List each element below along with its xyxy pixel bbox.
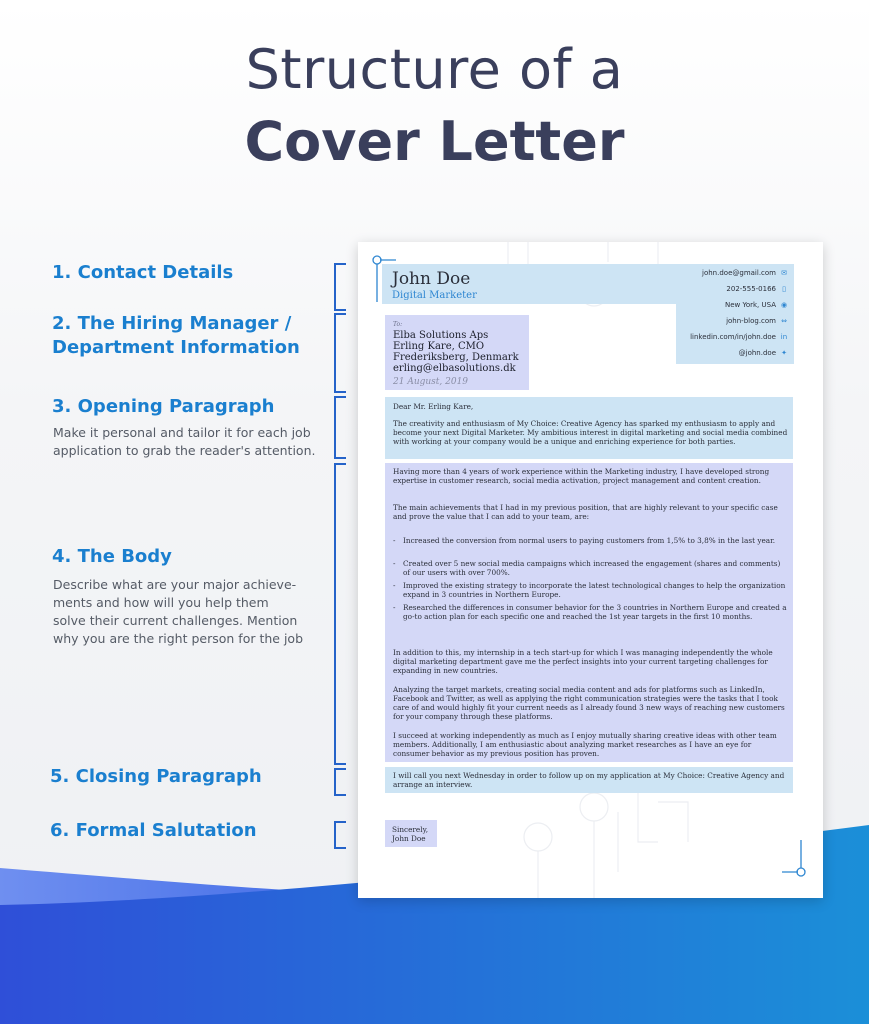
body-block xyxy=(385,463,793,762)
body-bullet: - Increased the conversion from normal users to paying customers from 1,5% to 3,8% in the last year. xyxy=(403,536,787,545)
cover-letter-page xyxy=(358,242,823,898)
body-paragraph-3: In addition to this, my internship in a tech start-up for which I was managing independently the whole digital marketing department gave me the perfect insights into your current targeting challenges for expanding in new countries. xyxy=(393,648,773,675)
envelope-icon: ✉ xyxy=(781,269,787,277)
section-desc-body: Describe what are your major achieve-ments and how will you help them solve their current challenges. Mention why you are the right person for the job xyxy=(53,577,303,646)
hiring-manager-block xyxy=(385,315,529,390)
page-title-line2: Cover Letter xyxy=(244,110,625,173)
body-paragraph-4: Analyzing the target markets, creating social media content and ads for platforms such as LinkedIn, Facebook and Twitter, as well as applying the right communication strategies were the tasks that I took care of and would highly fit your current needs as I already found 3 new ways of reaching new customers for your company through these platforms. xyxy=(393,685,785,721)
bracket-closing xyxy=(334,768,346,796)
bracket-manager xyxy=(334,313,346,393)
section-label-contact: 1. Contact Details xyxy=(52,262,234,283)
contact-info-list xyxy=(676,264,794,364)
manager-location: Frederiksberg, Denmark xyxy=(393,352,519,363)
section-label-manager-line2: Department Information xyxy=(52,337,300,358)
link-icon: ⇔ xyxy=(781,317,787,325)
manager-name: Erling Kare, CMO xyxy=(393,341,485,352)
body-bullet: - Researched the differences in consumer behavior for the 3 countries in Northern Europe and created a go-to action plan for each specific one and reached the 1st year targets in the first 10 months. xyxy=(403,603,787,621)
bracket-contact xyxy=(334,263,346,311)
applicant-role: Digital Marketer xyxy=(392,290,477,301)
salutation-name: John Doe xyxy=(392,834,426,843)
section-label-salutation: 6. Formal Salutation xyxy=(50,820,257,841)
body-bullet: - Improved the existing strategy to incorporate the latest technological changes to help the organization expand in 3 countries in Northern Europe. xyxy=(403,581,787,599)
bracket-salutation xyxy=(334,821,346,849)
page-title-line1: Structure of a xyxy=(245,38,624,101)
bracket-body xyxy=(334,463,346,765)
manager-company: Elba Solutions Aps xyxy=(393,330,489,341)
section-label-closing: 5. Closing Paragraph xyxy=(50,766,262,787)
body-paragraph-1: Having more than 4 years of work experience within the Marketing industry, I have developed strong expertise in customer research, social media activation, project management and content creation. xyxy=(393,467,770,485)
section-label-manager: 2. The Hiring Manager / xyxy=(52,313,292,334)
manager-email: erling@elbasolutions.dk xyxy=(393,363,516,374)
contact-location: New York, USA ◉ xyxy=(725,301,788,309)
salutation-block xyxy=(385,820,437,847)
section-desc-opening: Make it personal and tailor it for each job application to grab the reader's attention. xyxy=(53,425,316,458)
linkedin-icon: in xyxy=(780,333,788,341)
closing-text: I will call you next Wednesday in order to follow up on my application at My Choice: Creative Agency and arrange an interview. xyxy=(393,771,785,789)
letter-date: 21 August, 2019 xyxy=(393,377,469,387)
body-paragraph-5: I succeed at working independently as much as I enjoy mutually sharing creative ideas with other team members. Additionally, I am enthusiastic about analyzing market researches as I have an eye for consumer behavior as my previous position has proven. xyxy=(393,731,777,758)
section-label-body: 4. The Body xyxy=(52,546,172,567)
opening-text: The creativity and enthusiasm of My Choice: Creative Agency has sparked my enthusiasm to apply and become your next Digital Marketer. My ambitious interest in digital marketing and social media combined with working at your company would be a unique and enriching experience for both parties. xyxy=(393,419,788,446)
contact-email: john.doe@gmail.com ✉ xyxy=(702,269,787,277)
closing-paragraph-block xyxy=(385,767,793,793)
contact-details-block xyxy=(382,264,692,304)
contact-linkedin: linkedin.com/in/john.doe in xyxy=(690,333,788,341)
location-pin-icon: ◉ xyxy=(780,301,788,309)
body-bullet: - Created over 5 new social media campaigns which increased the engagement (shares and comments) of our users with over 700%. xyxy=(403,559,787,577)
bracket-opening xyxy=(334,396,346,459)
opening-paragraph-block xyxy=(385,397,793,459)
contact-phone: 202-555-0166 ▯ xyxy=(726,285,788,293)
contact-website: john-blog.com ⇔ xyxy=(726,317,787,325)
greeting: Dear Mr. Erling Kare, xyxy=(393,402,474,411)
contact-twitter: @john.doe ✦ xyxy=(738,349,787,357)
phone-icon: ▯ xyxy=(782,285,786,293)
applicant-name: John Doe xyxy=(392,269,471,289)
salutation-word: Sincerely, xyxy=(392,825,429,834)
body-paragraph-2: The main achievements that I had in my previous position, that are highly relevant to your specific case and prove the value that I can add to your team, are: xyxy=(393,503,778,521)
to-label: To: xyxy=(393,321,403,328)
twitter-icon: ✦ xyxy=(781,349,787,357)
section-label-opening: 3. Opening Paragraph xyxy=(52,396,275,417)
